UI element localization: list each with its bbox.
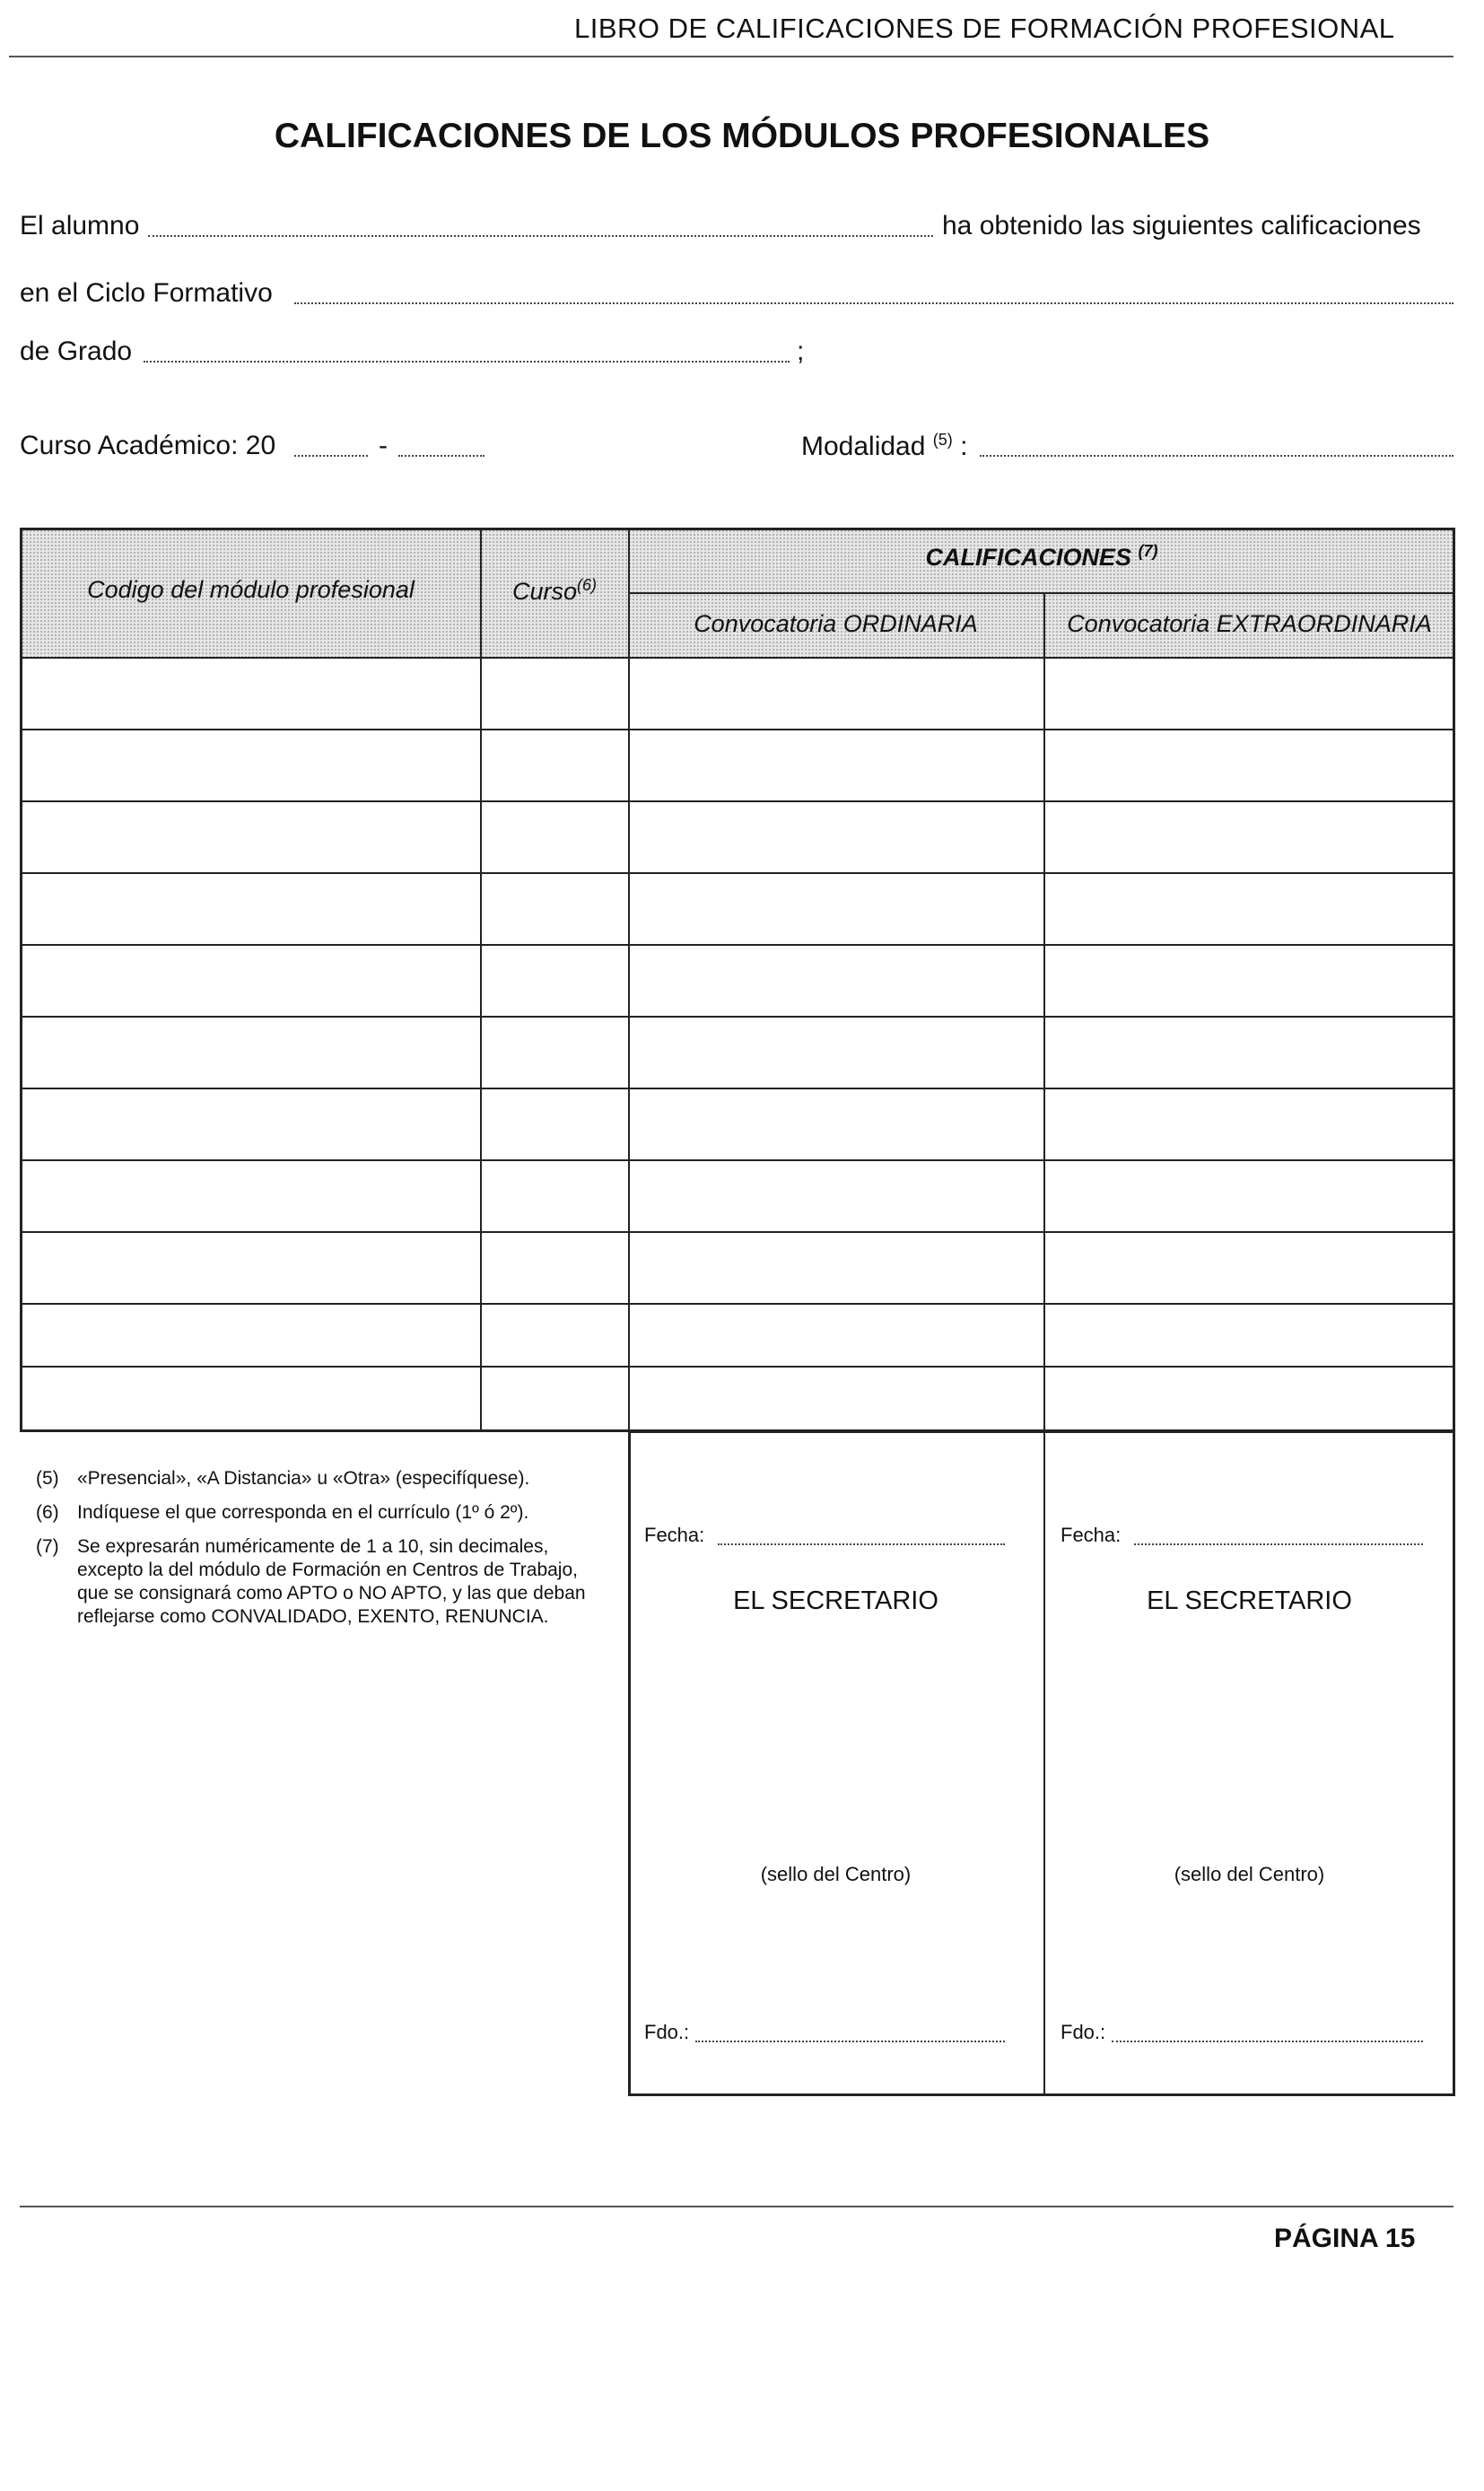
col-divider-3 (1043, 592, 1045, 1432)
fdo-label-ordinaria: Fdo.: (644, 2021, 690, 2043)
table-row[interactable] (20, 944, 1455, 946)
grado-field[interactable] (144, 361, 790, 363)
table-row[interactable] (20, 1231, 1455, 1233)
page-number: PÁGINA 15 (1274, 2224, 1416, 2253)
modalidad-field[interactable] (980, 455, 1453, 457)
table-row[interactable] (20, 872, 1455, 874)
footnote-7: (7) Se expresarán numéricamente de 1 a 10, sin decimales, excepto la del módulo de Formación en Centros de Trabajo, que se consignará como APTO o NO APTO, y las que deban reflejarse como CONVALIDADO, EXENTO, RENUNCIA. (36, 1536, 586, 1627)
table-row[interactable] (20, 800, 1455, 802)
fecha-label-ordinaria: Fecha: (644, 1524, 705, 1546)
table-row[interactable] (20, 1088, 1455, 1089)
fecha-field-ordinaria[interactable] (718, 1543, 1005, 1545)
secretario-ordinaria: EL SECRETARIO (733, 1586, 938, 1615)
fdo-field-ordinaria[interactable] (695, 2041, 1005, 2042)
modalidad-note-ref: (5) (932, 431, 953, 449)
curso-academico-label: Curso Académico: 20 (20, 431, 276, 460)
table-row[interactable] (20, 1016, 1455, 1018)
curso-year-end-field[interactable] (398, 455, 484, 457)
col-divider-2 (628, 528, 630, 1432)
signature-divider (1043, 1430, 1045, 2096)
table-row[interactable] (20, 1366, 1455, 1368)
header-ordinaria: Convocatoria ORDINARIA (694, 610, 978, 637)
secretario-extraordinaria: EL SECRETARIO (1147, 1586, 1352, 1615)
header-bottom-rule (20, 657, 1455, 659)
header-calificaciones: CALIFICACIONES $^{(7)}$ (925, 542, 1158, 571)
grado-label: de Grado (20, 337, 133, 366)
alumno-label: El alumno (20, 211, 140, 240)
modalidad-label: Modalidad $^{(5)}$ : (801, 431, 968, 461)
sello-extraordinaria: (sello del Centro) (1174, 1863, 1325, 1885)
grado-suffix: ; (797, 337, 805, 366)
table-row[interactable] (20, 1159, 1455, 1161)
grades-table (20, 528, 1455, 1432)
group-header-rule (628, 592, 1455, 594)
curso-note-ref: (6) (577, 576, 598, 594)
page-title: CALIFICACIONES DE LOS MÓDULOS PROFESIONALES (274, 117, 1210, 155)
sello-ordinaria: (sello del Centro) (760, 1863, 912, 1885)
fecha-label-extraordinaria: Fecha: (1061, 1524, 1122, 1546)
table-row[interactable] (20, 1303, 1455, 1305)
ciclo-field[interactable] (294, 302, 1453, 304)
col-divider-1 (480, 528, 482, 1432)
header-codigo: Codigo del módulo profesional (87, 576, 415, 603)
header-extraordinaria: Convocatoria EXTRAORDINARIA (1067, 610, 1432, 637)
footer-rule (20, 2206, 1453, 2207)
header-rule (9, 56, 1453, 57)
calificaciones-note-ref: (7) (1138, 542, 1158, 560)
footnote-5: (5) «Presencial», «A Distancia» u «Otra» (especifíquese). (36, 1468, 530, 1489)
ciclo-label: en el Ciclo Formativo (20, 278, 273, 308)
fdo-field-extraordinaria[interactable] (1112, 2041, 1423, 2042)
alumno-field[interactable] (148, 235, 933, 237)
running-header: LIBRO DE CALIFICACIONES DE FORMACIÓN PROFESIONAL (574, 13, 1395, 44)
header-curso: Curso$^{(6)}$ (511, 576, 598, 605)
signature-box (628, 1430, 1455, 2096)
fecha-field-extraordinaria[interactable] (1134, 1543, 1423, 1545)
curso-separator: - (379, 431, 388, 460)
fdo-label-extraordinaria: Fdo.: (1061, 2021, 1106, 2043)
alumno-suffix: ha obtenido las siguientes calificaciones (942, 211, 1421, 240)
footnotes (36, 1467, 601, 1639)
footnote-6: (6) Indíquese el que corresponda en el currículo (1º ó 2º). (36, 1502, 529, 1523)
curso-year-start-field[interactable] (294, 455, 368, 457)
table-row[interactable] (20, 729, 1455, 730)
